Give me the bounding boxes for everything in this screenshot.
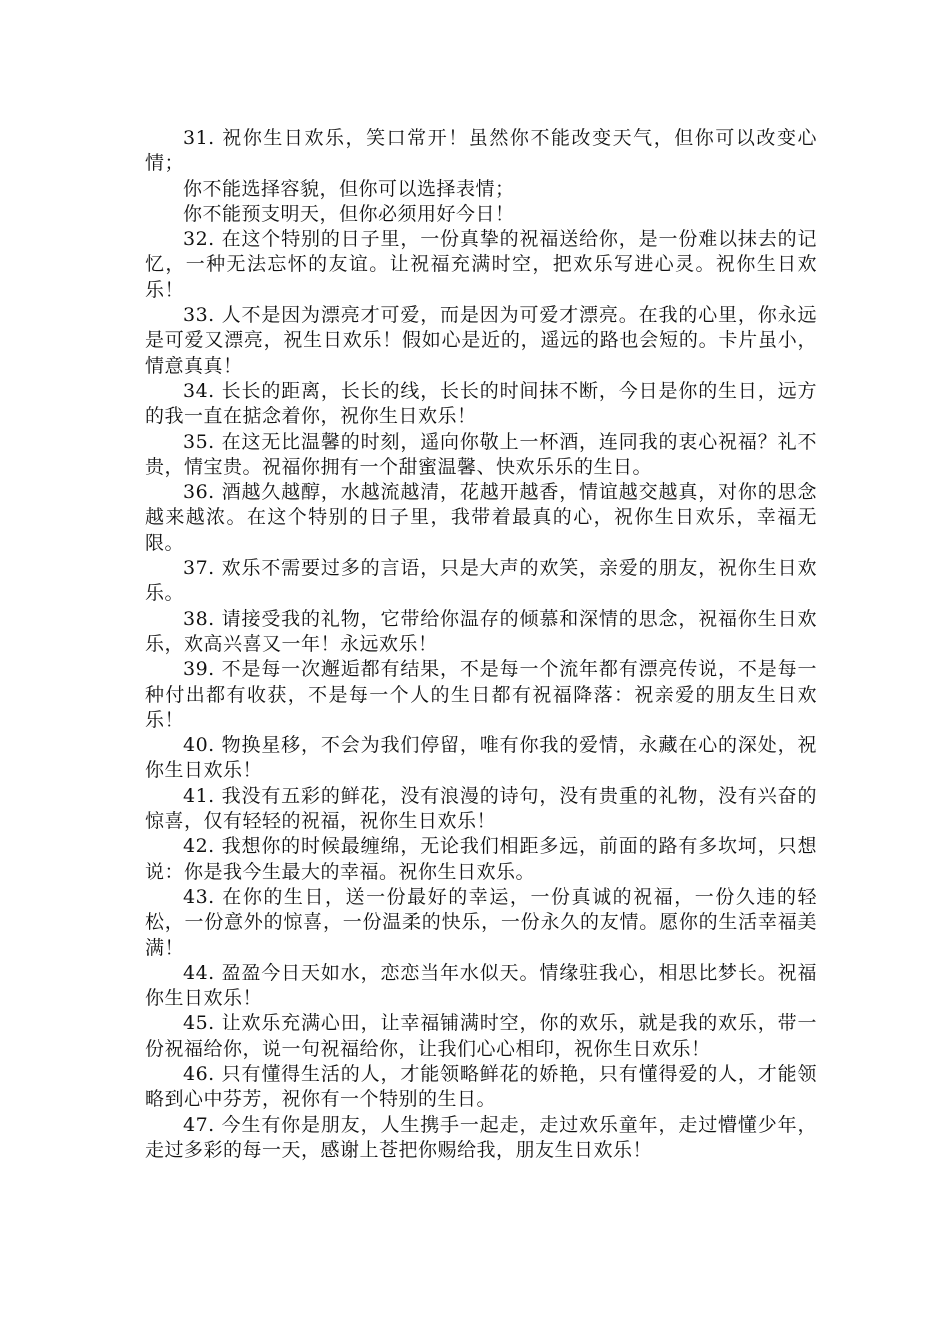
document-body [145, 126, 817, 1163]
paragraph-47: 47. 今生有你是朋友，人生携手一起走，走过欢乐童年，走过懵懂少年，走过多彩的每一天，感谢上苍把你赐给我，朋友生日欢乐！ [145, 1113, 817, 1161]
paragraph-31: 31. 祝你生日欢乐，笑口常开！虽然你不能改变天气，但你可以改变心情； [145, 127, 817, 175]
paragraph-39: 39. 不是每一次邂逅都有结果，不是每一个流年都有漂亮传说，不是每一种付出都有收获，不是每一个人的生日都有祝福降落：祝亲爱的朋友生日欢乐！ [145, 658, 817, 731]
paragraph-36: 36. 酒越久越醇，水越流越清，花越开越香，情谊越交越真，对你的思念越来越浓。在这个特别的日子里，我带着最真的心，祝你生日欢乐，幸福无限。 [145, 481, 817, 554]
paragraph-45: 45. 让欢乐充满心田，让幸福铺满时空，你的欢乐，就是我的欢乐，带一份祝福给你，说一句祝福给你，让我们心心相印，祝你生日欢乐！ [145, 1012, 817, 1060]
paragraph-31-line-3: 你不能预支明天，但你必须用好今日！ [183, 202, 515, 225]
paragraph-32: 32. 在这个特别的日子里，一份真挚的祝福送给你，是一份难以抹去的记忆，一种无法忘怀的友谊。让祝福充满时空，把欢乐写进心灵。祝你生日欢乐！ [145, 228, 817, 301]
paragraph-37: 37. 欢乐不需要过多的言语，只是大声的欢笑，亲爱的朋友，祝你生日欢乐。 [145, 557, 817, 605]
paragraph-31-line-2: 你不能选择容貌，但你可以选择表情； [183, 177, 515, 200]
paragraph-41: 41. 我没有五彩的鲜花，没有浪漫的诗句，没有贵重的礼物，没有兴奋的惊喜，仅有轻轻的祝福，祝你生日欢乐！ [145, 784, 817, 833]
paragraph-34: 34. 长长的距离，长长的线，长长的时间抹不断，今日是你的生日，远方的我一直在掂念着你，祝你生日欢乐！ [145, 379, 817, 428]
paragraph-38: 38. 请接受我的礼物，它带给你温存的倾慕和深情的思念，祝福你生日欢乐，欢高兴喜又一年！永远欢乐！ [145, 607, 817, 655]
paragraph-43: 43. 在你的生日，送一份最好的幸运，一份真诚的祝福，一份久违的轻松，一份意外的惊喜，一份温柔的快乐，一份永久的友情。愿你的生活幸福美满！ [145, 885, 817, 959]
paragraph-33: 33. 人不是因为漂亮才可爱，而是因为可爱才漂亮。在我的心里，你永远是可爱又漂亮，祝生日欢乐！假如心是近的，遥远的路也会短的。卡片虽小，情意真真！ [145, 304, 817, 377]
paragraph-40: 40. 物换星移，不会为我们停留，唯有你我的爱情，永藏在心的深处，祝你生日欢乐！ [145, 734, 817, 782]
paragraph-44: 44. 盈盈今日天如水，恋恋当年水似天。情缘驻我心，相思比梦长。祝福你生日欢乐！ [145, 961, 817, 1010]
paragraph-42: 42. 我想你的时候最缠绵，无论我们相距多远，前面的路有多坎坷，只想说：你是我今生最大的幸福。祝你生日欢乐。 [145, 835, 817, 883]
paragraph-46: 46. 只有懂得生活的人，才能领略鲜花的娇艳，只有懂得爱的人，才能领略到心中芬芳，祝你有一个特别的生日。 [145, 1062, 817, 1111]
paragraph-35: 35. 在这无比温馨的时刻，遥向你敬上一杯酒，连同我的衷心祝福？礼不贵，情宝贵。祝福你拥有一个甜蜜温馨、快欢乐乐的生日。 [145, 430, 817, 478]
